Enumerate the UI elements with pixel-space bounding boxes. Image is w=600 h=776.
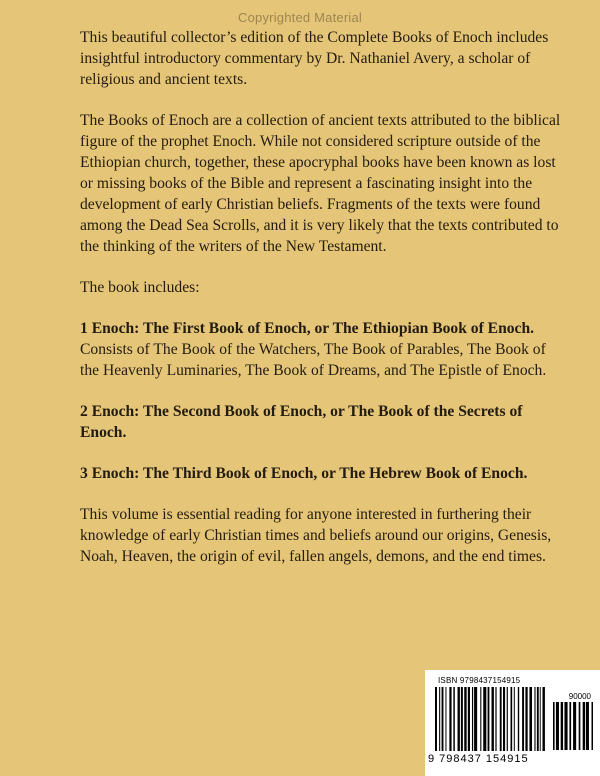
isbn-digits: 9 798437 154915 [428,753,529,765]
includes-heading: The book includes: [80,279,200,296]
isbn-barcode-box [425,670,600,776]
description-paragraph: The Books of Enoch are a collection of ancient texts attributed to the biblical figure of the prophet Enoch. While not considered scripture outside of the Ethiopian church, together, these apocryphal books have been known as lost or missing books of the Bible and represent a fascinating insight into the development of early Christian beliefs. Fragments of the texts were found among the Dead Sea Scrolls, and it is very likely that the texts contributed to the thinking of the writers of the New Testament. [80,112,561,255]
barcode-main-icon [435,687,547,751]
isbn-label: ISBN 9798437154915 [438,676,521,685]
back-cover-text [80,27,568,587]
price-code: 90000 [568,692,591,701]
copyright-watermark: Copyrighted Material [238,10,362,25]
closing-paragraph: This volume is essential reading for anyone interested in furthering their knowledge of early Christian times and beliefs around our origins, Genesis, Noah, Heaven, the origin of evil, fallen angels, demons, and the end times. [80,506,552,565]
barcode-addon-icon [553,702,593,750]
book-entry-2 [80,401,568,443]
book-details: Consists of The Book of the Watchers, The Book of Parables, The Book of the Heavenly Luminaries, The Book of Dreams, and The Epistle of Enoch. [80,341,547,379]
book-title: 2 Enoch: The Second Book of Enoch, or The Book of the Secrets of Enoch. [80,403,523,441]
book-entry-3 [80,463,568,484]
intro-paragraph: This beautiful collector’s edition of the Complete Books of Enoch includes insightful introductory commentary by Dr. Nathaniel Avery, a scholar of religious and ancient texts. [80,29,549,88]
book-title: 1 Enoch: The First Book of Enoch, or The Ethiopian Book of Enoch. [80,320,535,337]
book-title: 3 Enoch: The Third Book of Enoch, or The Hebrew Book of Enoch. [80,465,528,482]
book-entry-1 [80,318,568,381]
